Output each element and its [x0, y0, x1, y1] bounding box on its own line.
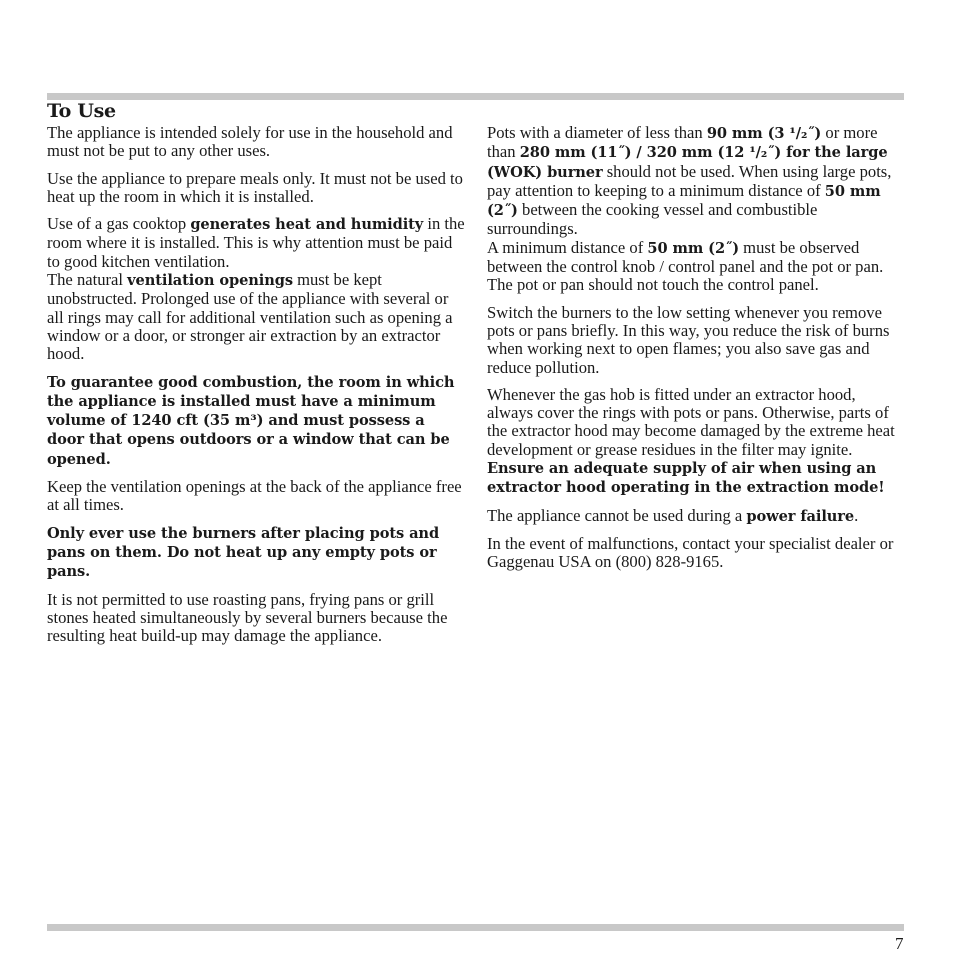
bottom-divider-bar [47, 924, 904, 931]
paragraph [47, 124, 465, 161]
text: It is not permitted to use roasting pans, frying pans or grill stones heated simultaneously by several burners because the resulting heat build-up may damage the appliance. [47, 589, 448, 646]
text: Use the appliance to prepare meals only. It must not be used to heat up the room in which it is installed. [47, 168, 463, 206]
bold-text: ventilation openings [127, 272, 293, 290]
text: between the cooking vessel and combustible surroundings. [487, 200, 818, 239]
right-column [487, 124, 905, 581]
text: The appliance cannot be used during a [487, 505, 747, 525]
paragraph [47, 271, 465, 363]
text: must be kept unobstructed. Prolonged use of the appliance with several or all rings may call for additional ventilation such as opening a window or a door, or stronger air extraction by an extractor hood. [47, 270, 453, 364]
paragraph [487, 507, 905, 526]
text: Pots with a diameter of less than [487, 123, 707, 142]
paragraph [47, 591, 465, 646]
bold-text: 50 mm (2˝) [647, 239, 740, 257]
bold-text: power failure [746, 507, 855, 525]
paragraph [487, 459, 905, 498]
bold-text: To guarantee good combustion, the room in which the appliance is installed must have a minimum volume of 1240 cft (35 m³) and must possess a door that opens outdoors or a window that can be opened. [47, 373, 455, 468]
bold-text: 50 mm (2˝) [487, 182, 881, 220]
bold-text: Ensure an adequate supply of air when using an extractor hood operating in the extraction mode! [487, 460, 885, 497]
text: . [854, 505, 859, 525]
section-title: To Use [47, 100, 116, 122]
text: or more than [487, 123, 878, 162]
left-column [47, 124, 465, 654]
paragraph [47, 373, 465, 469]
bold-text: generates heat and humidity [190, 216, 424, 234]
text: The appliance is intended solely for use in the household and must not be put to any other uses. [47, 123, 453, 161]
paragraph [487, 124, 905, 239]
paragraph [487, 304, 905, 377]
text: The natural [47, 270, 128, 290]
text: In the event of malfunctions, contact your specialist dealer or Gaggenau USA on (800) 828-9165. [487, 533, 894, 572]
paragraph [487, 535, 905, 572]
paragraph [47, 478, 465, 515]
top-divider-bar [47, 93, 904, 100]
text: must be observed between the control knob / control panel and the pot or pan. The pot or pan should not touch the control panel. [487, 237, 884, 295]
text: Switch the burners to the low setting whenever you remove pots or pans briefly. In this way, you reduce the risk of burns when working next to open flames; you also save gas and reduce pollution. [487, 302, 890, 377]
text: should not be used. When using large pots, pay attention to keeping to a minimum distance of [487, 161, 892, 200]
text: Whenever the gas hob is fitted under an extractor hood, always cover the rings with pots or pans. Otherwise, parts of the extractor hood may become damaged by the extreme heat development or grease residues in the filter may ignite. [487, 384, 895, 459]
paragraph [47, 524, 465, 582]
paragraph [47, 170, 465, 207]
text: Keep the ventilation openings at the back of the appliance free at all times. [47, 477, 462, 515]
page-number: 7 [895, 934, 904, 953]
bold-text: 280 mm (11˝) / 320 mm (12 ¹/₂˝) for the large (WOK) burner [487, 144, 888, 181]
paragraph [487, 239, 905, 295]
text: A minimum distance of [487, 237, 648, 257]
text: Use of a gas cooktop [47, 214, 191, 234]
bold-text: Only ever use the burners after placing pots and pans on them. Do not heat up any empty pots or pans. [47, 524, 440, 581]
paragraph [487, 386, 905, 459]
bold-text: 90 mm (3 ¹/₂˝) [706, 125, 822, 142]
paragraph [47, 215, 465, 271]
text: in the room where it is installed. This is why attention must be paid to good kitchen ventilation. [47, 214, 465, 271]
